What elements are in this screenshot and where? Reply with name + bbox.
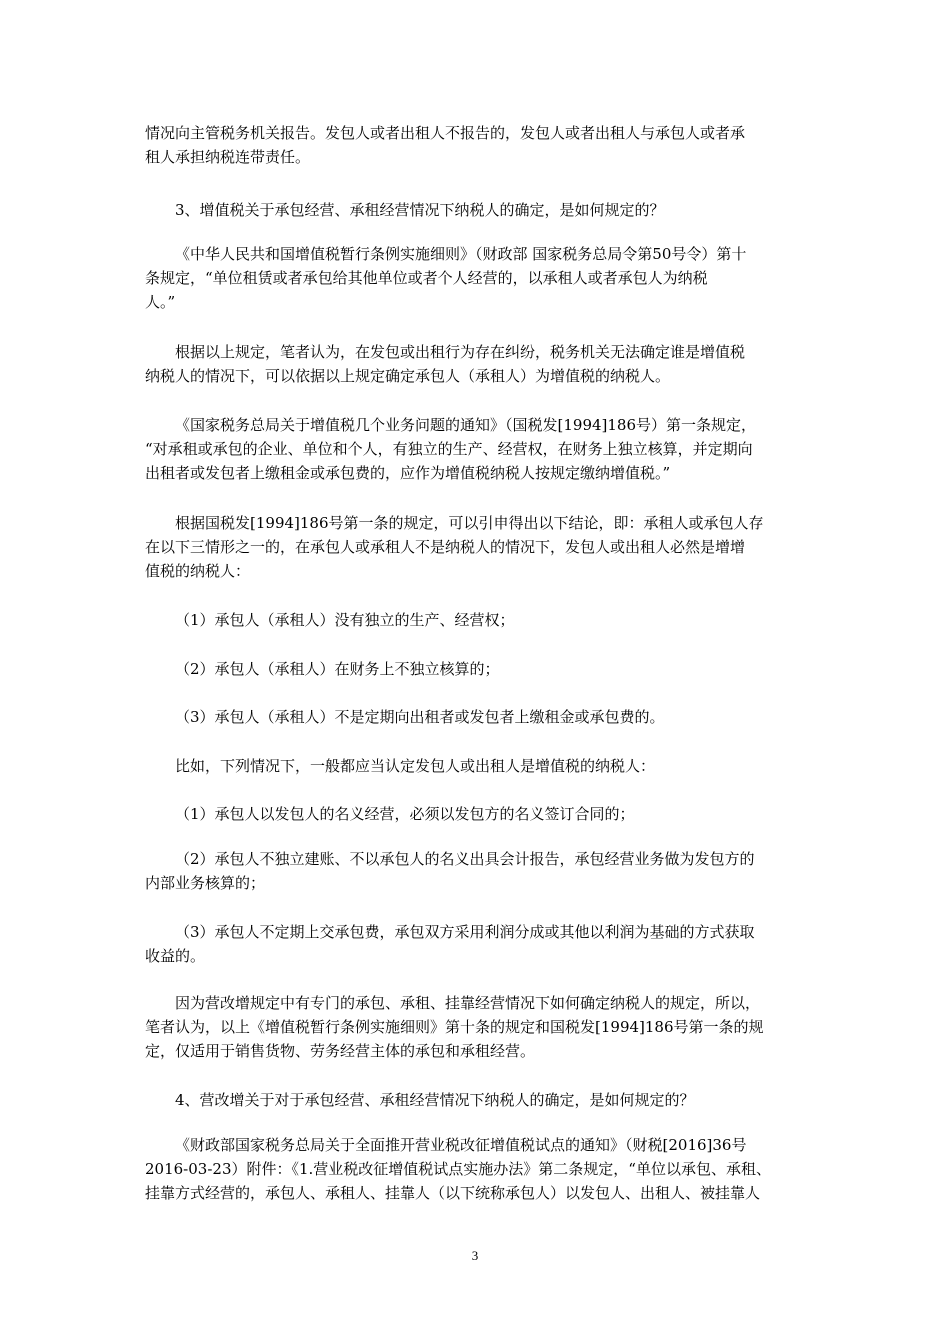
text-line: （1）承包人以发包人的名义经营，必须以发包方的名义签订合同的；	[175, 805, 635, 823]
section-heading-4	[145, 1088, 810, 1112]
text-line: 《财政部国家税务总局关于全面推开营业税改征增值税试点的通知》（财税[2016]36号	[175, 1136, 747, 1154]
list-item	[145, 920, 810, 968]
text-line: “对承租或承包的企业、单位和个人，有独立的生产、经营权，在财务上独立核算，并定期向	[145, 440, 753, 458]
text-line: 内部业务核算的；	[145, 874, 266, 892]
text-line: 租人承担纳税连带责任。	[145, 148, 311, 166]
text-line: （3）承包人（承租人）不是定期向出租者或发包者上缴租金或承包费的。	[175, 708, 665, 726]
text-line: 笔者认为，以上《增值税暂行条例实施细则》第十条的规定和国税发[1994]186号第一条的规	[145, 1018, 764, 1036]
text-line: 在以下三情形之一的，在承包人或承租人不是纳税人的情况下，发包人或出租人必然是增增	[145, 538, 746, 556]
paragraph	[145, 1133, 810, 1205]
text-line: 3、增值税关于承包经营、承租经营情况下纳税人的确定，是如何规定的？	[175, 201, 665, 219]
text-line: 因为营改增规定中有专门的承包、承租、挂靠经营情况下如何确定纳税人的规定，所以，	[175, 994, 761, 1012]
text-line: 《中华人民共和国增值税暂行条例实施细则》（财政部 国家税务总局令第50号令）第十	[175, 245, 747, 263]
text-line: 根据以上规定，笔者认为，在发包或出租行为存在纠纷，税务机关无法确定谁是增值税	[175, 343, 746, 361]
text-line: 《国家税务总局关于增值税几个业务问题的通知》（国税发[1994]186号）第一条规定，	[175, 416, 757, 434]
text-line: 2016-03-23）附件：《1.营业税改征增值税试点实施办法》第二条规定，“单位以承包、承租、	[145, 1160, 771, 1178]
text-line: （3）承包人不定期上交承包费，承包双方采用利润分成或其他以利润为基础的方式获取	[175, 923, 755, 941]
text-line: 4、营改增关于对于承包经营、承租经营情况下纳税人的确定，是如何规定的？	[175, 1091, 695, 1109]
text-line: 挂靠方式经营的，承包人、承租人、挂靠人（以下统称承包人）以发包人、出租人、被挂靠人	[145, 1184, 761, 1202]
paragraph	[145, 340, 810, 388]
page-number: 3	[471, 1248, 479, 1263]
text-line: 条规定，“单位租赁或者承包给其他单位或者个人经营的，以承租人或者承包人为纳税	[145, 269, 708, 287]
paragraph	[145, 413, 810, 485]
text-line: 纳税人的情况下，可以依据以上规定确定承包人（承租人）为增值税的纳税人。	[145, 367, 671, 385]
text-line: （2）承包人（承租人）在财务上不独立核算的；	[175, 660, 500, 678]
text-line: （1）承包人（承租人）没有独立的生产、经营权；	[175, 611, 515, 629]
paragraph	[145, 991, 810, 1063]
paragraph	[145, 754, 810, 778]
text-line: 比如，下列情况下，一般都应当认定发包人或出租人是增值税的纳税人：	[175, 757, 656, 775]
paragraph	[145, 242, 810, 314]
text-line: （2）承包人不独立建账、不以承包人的名义出具会计报告，承包经营业务做为发包方的	[175, 850, 755, 868]
section-heading-3	[145, 198, 810, 222]
list-item	[145, 608, 810, 632]
text-line: 定，仅适用于销售货物、劳务经营主体的承包和承租经营。	[145, 1042, 536, 1060]
list-item	[145, 705, 810, 729]
text-line: 根据国税发[1994]186号第一条的规定，可以引申得出以下结论，即：承租人或承包人存	[175, 514, 764, 532]
paragraph	[145, 121, 810, 169]
text-line: 值税的纳税人：	[145, 562, 251, 580]
paragraph	[145, 511, 810, 583]
list-item	[145, 847, 810, 895]
list-item	[145, 802, 810, 826]
text-line: 收益的。	[145, 947, 206, 965]
text-line: 人。”	[145, 293, 176, 311]
list-item	[145, 657, 810, 681]
text-line: 出租者或发包者上缴租金或承包费的，应作为增值税纳税人按规定缴纳增值税。”	[145, 464, 671, 482]
text-line: 情况向主管税务机关报告。发包人或者出租人不报告的，发包人或者出租人与承包人或者承	[145, 124, 746, 142]
